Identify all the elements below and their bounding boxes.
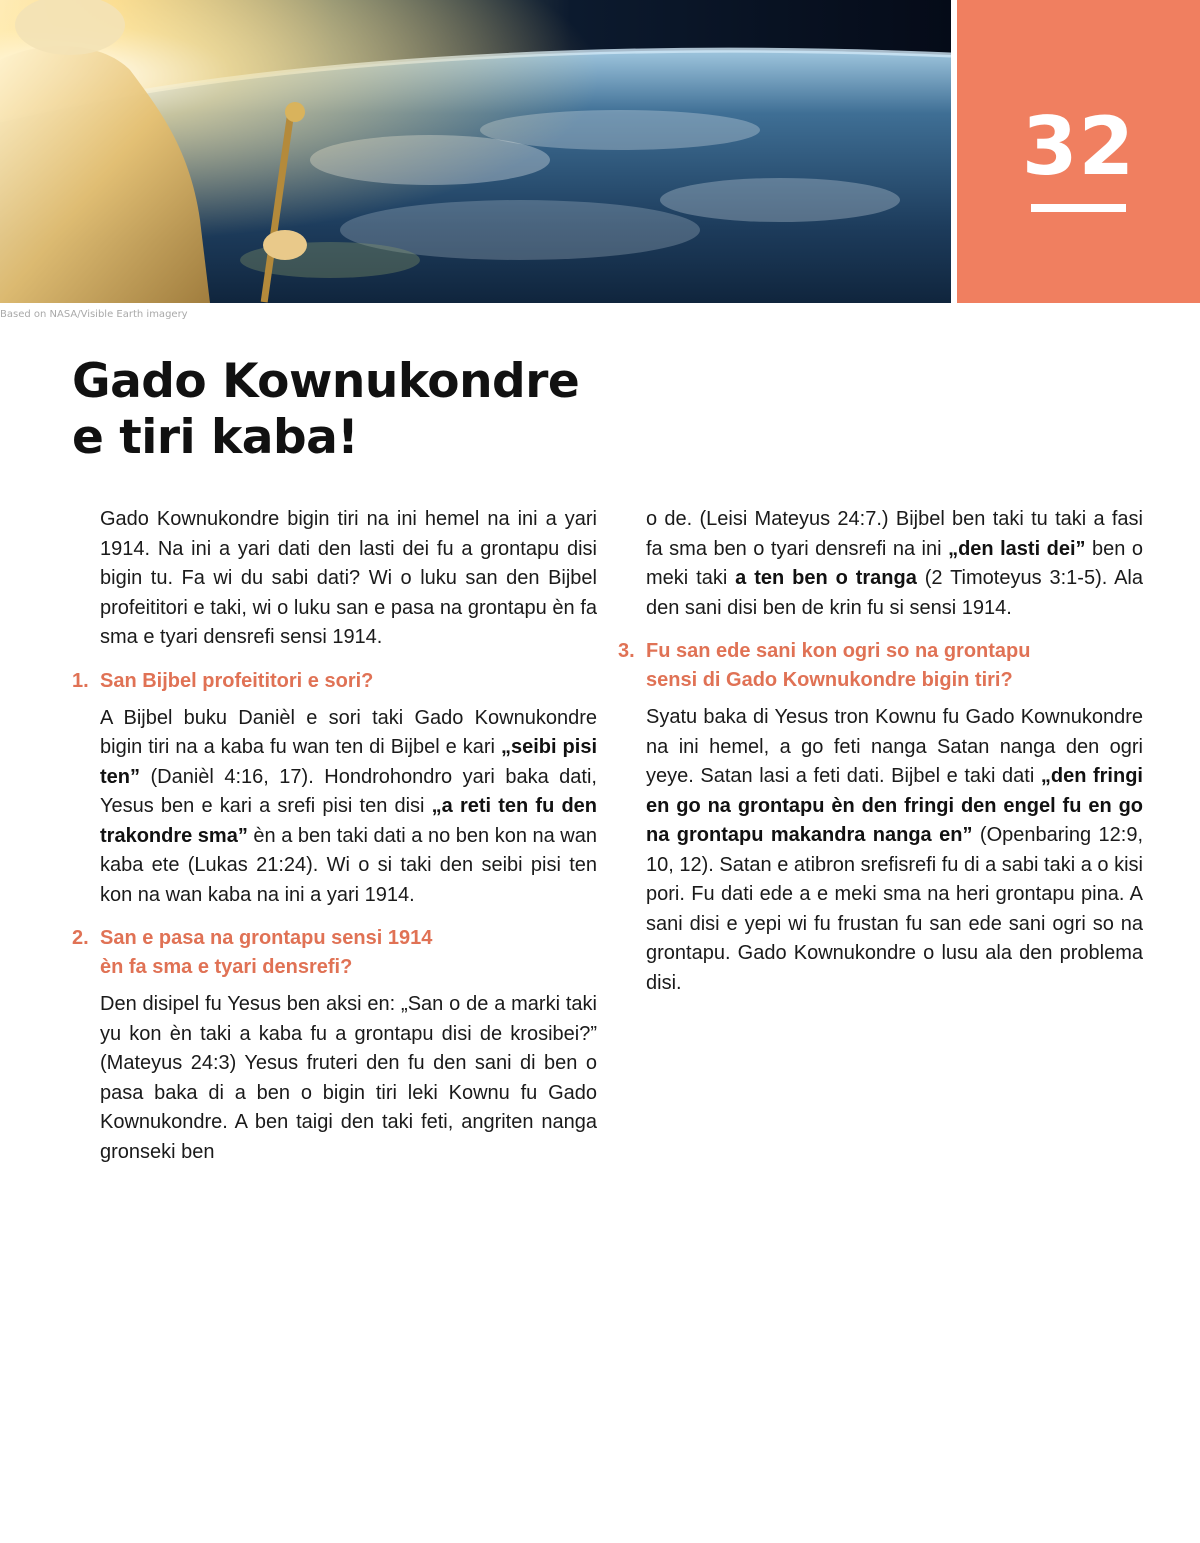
question-1-heading	[72, 667, 597, 696]
left-column	[72, 505, 597, 1167]
answer-2-bold-1: „den lasti dei”	[948, 537, 1086, 560]
chapter-badge	[957, 0, 1200, 303]
question-2-line-2: èn fa sma e tyari densrefi?	[100, 956, 353, 978]
question-1-number: 1.	[72, 669, 89, 692]
answer-3-text-c: (Openbaring 12:9, 10, 12). Satan e atibron srefisrefi fu di a sabi taki a o kisi pori. Fu dati ede a e meki sma na heri grontapu pina. A sani disi e yepi wi fu frustan fu san ede sani ogri so na grontapu. Gado Kownukondre o lusu ala den problema disi.	[646, 824, 1144, 994]
question-3-line-1: Fu san ede sani kon ogri so na grontapu	[646, 640, 1031, 662]
answer-2-text-a: Den disipel fu Yesus ben aksi en: „San o de a marki taki yu kon èn taki a kaba fu a grontapu disi de krosibei?” (Mateyus 24:3) Yesus fruteri den fu den sani di ben o pasa baka di a ben o bigin tiri leki Kownu fu Gado Kownukondre. A ben taigi den taki feti, angriten nanga gronseki ben	[100, 993, 597, 1163]
answer-3-text-a: Syatu baka di Yesus tron Kownu fu Gado Kownukondre na ini hemel, a go feti nanga Satan nanga den ogri yeye. Satan lasi a feti dati. Bijbel e taki dati	[646, 706, 1143, 787]
question-3-heading	[618, 637, 1143, 695]
answer-2-text-d: (2 Timoteyus 3:1-5). Ala den sani disi ben de krin fu si sensi 1914.	[646, 567, 1143, 619]
chapter-number: 32	[1021, 100, 1136, 193]
question-3-line-2: sensi di Gado Kownukondre bigin tiri?	[646, 669, 1013, 691]
image-credit: Based on NASA/Visible Earth imagery	[0, 309, 188, 320]
question-2-heading	[72, 924, 597, 982]
question-3-number: 3.	[618, 640, 635, 662]
answer-2-bold-2: a ten ben o tranga	[735, 567, 917, 589]
answer-1-paragraph	[72, 704, 597, 911]
question-2-number: 2.	[72, 927, 89, 949]
answer-1-bold-2: „a reti ten fu den trakondre sma”	[100, 795, 598, 847]
answer-1-text-c: (Danièl 4:16, 17). Hondrohondro yari baka dati, Yesus ben e kari a srefi pisi ten disi	[100, 765, 597, 817]
answer-1-text-d: èn a ben taki dati a no ben kon na wan kaba ete (Lukas 21:24). Wi o si taki den seibi pisi ten kon na wan kaba na ini a yari 1914.	[100, 824, 597, 906]
question-1-text: San Bijbel profeititori e sori?	[100, 669, 374, 692]
answer-3-paragraph	[618, 703, 1143, 998]
page-title	[72, 354, 692, 466]
answer-1-text-a: A Bijbel buku Danièl e sori taki Gado Kownukondre bigin tiri na a kaba fu wan ten di Bijbel e kari	[100, 706, 597, 758]
intro-paragraph: Gado Kownukondre bigin tiri na ini hemel na ini a yari 1914. Na ini a yari dati den lasti dei fu a grontapu disi bigin tu. Fa wi du sabi dati? Wi o luku san den Bijbel profeititori e taki, wi o luku san e pasa na grontapu èn fa sma e tyari densrefi sensi 1914.	[100, 508, 597, 648]
badge-underline	[1031, 204, 1126, 212]
answer-2-text-c: ben o meki taki	[646, 537, 1143, 589]
answer-3-bold-1: „den fringi en go na grontapu èn den fringi den engel fu en go na grontapu makandra nanga en”	[646, 765, 1143, 846]
right-column	[618, 505, 1143, 1012]
question-2-line-1: San e pasa na grontapu sensi 1914	[100, 927, 433, 949]
title-line-1: Gado Kownukondre	[72, 354, 580, 409]
answer-2-paragraph-part-2: o de. (Leisi Mateyus 24:7.) Bijbel ben taki tu taki a fasi fa sma ben o tyari densrefi na ini „den lasti dei” ben o meki taki a ten ben o tranga (2 Timoteyus 3:1-5). Ala den sani disi ben de krin fu si sensi 1914.	[646, 508, 1143, 619]
hero-image	[0, 0, 951, 303]
answer-1-bold-1: „seibi pisi ten”	[100, 736, 598, 788]
earth-illustration	[0, 0, 951, 303]
title-line-2: e tiri kaba!	[72, 410, 359, 465]
answer-2-paragraph-part-1	[72, 990, 597, 1167]
